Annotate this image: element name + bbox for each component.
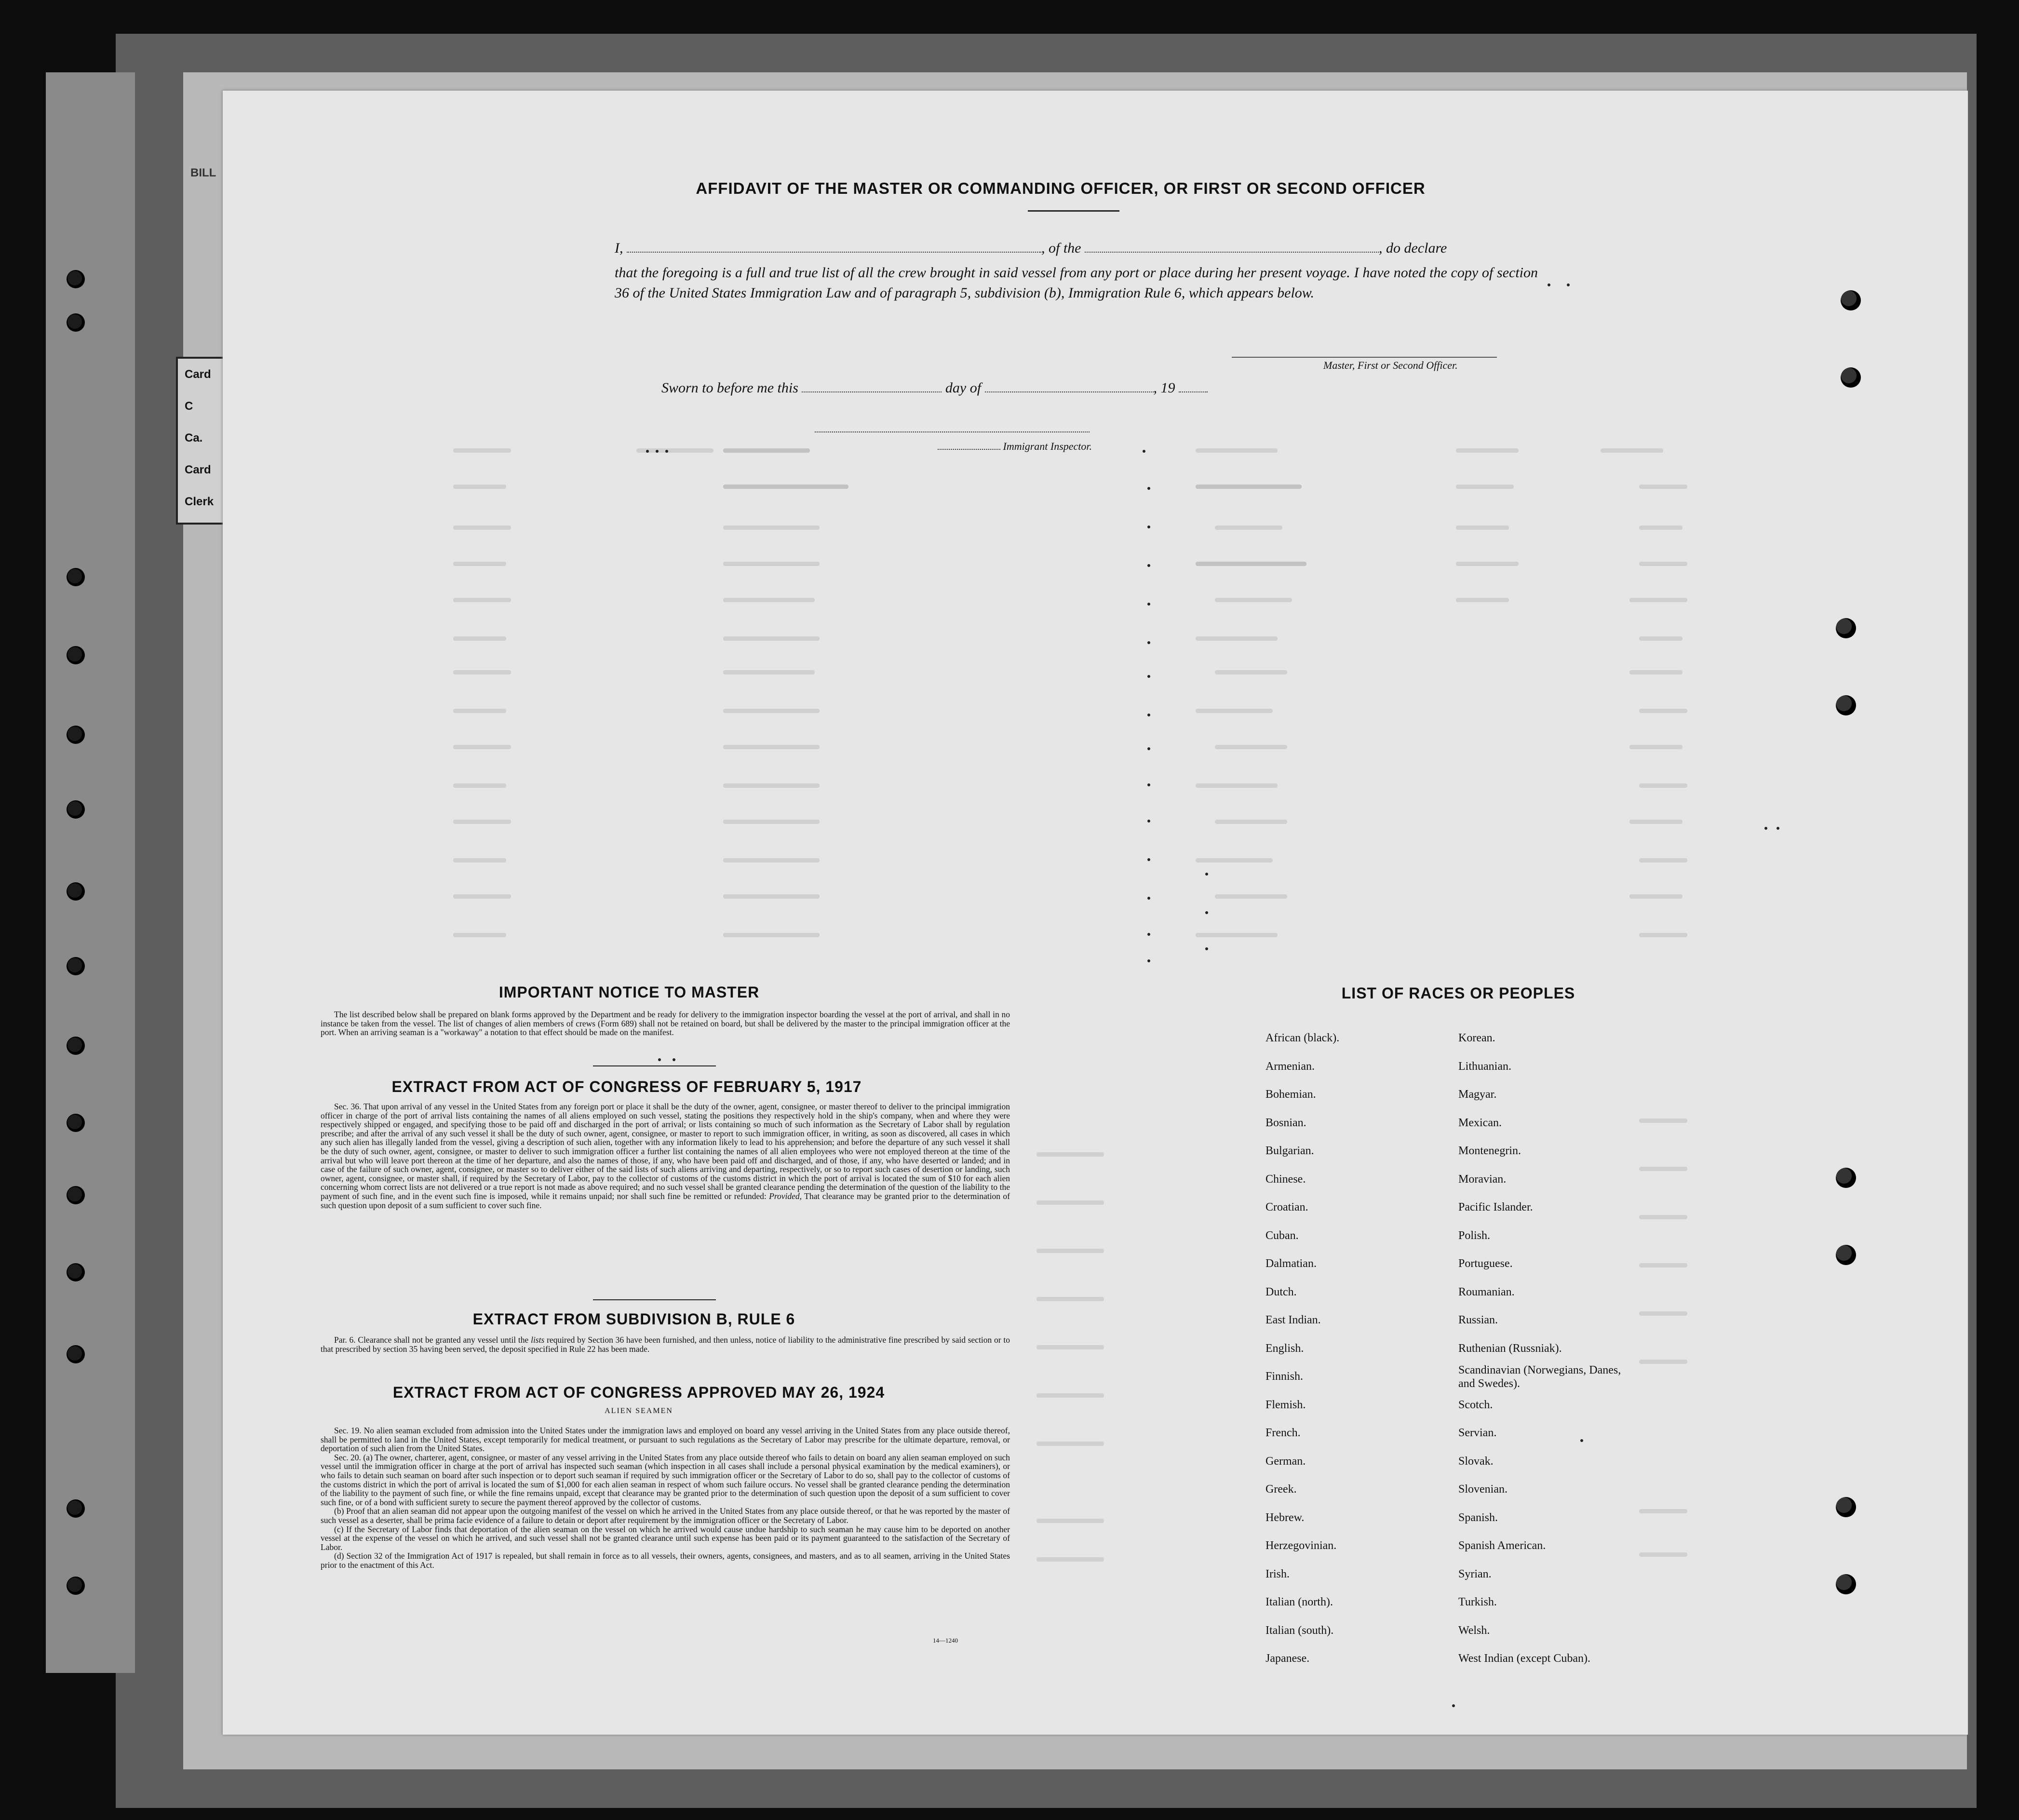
race-item: Polish. [1458,1229,1491,1242]
binder-hole-icon [67,646,85,664]
extract-1917-text [321,1102,1010,1210]
race-item: Dutch. [1265,1285,1297,1298]
binder-hole-icon [1836,1245,1856,1265]
race-item: Armenian. [1265,1060,1315,1073]
extract-rule6-title: EXTRACT FROM SUBDIVISION B, RULE 6 [472,1310,795,1328]
race-item: Slovenian. [1458,1483,1508,1496]
race-item: Korean. [1458,1032,1495,1044]
inspector-signature-line [815,431,1090,432]
race-item: Scandinavian (Norwegians, Danes, and Swedes). [1458,1364,1621,1390]
race-item: Pacific Islander. [1458,1201,1533,1213]
race-item: English. [1265,1342,1304,1355]
binder-hole-icon [67,1263,85,1281]
sworn-year-blank [1179,391,1208,392]
binder-hole-icon [1836,695,1856,715]
race-item: Cuban. [1265,1229,1299,1242]
race-item: West Indian (except Cuban). [1458,1652,1590,1665]
race-item: Servian. [1458,1427,1497,1439]
race-item: Irish. [1265,1567,1290,1580]
race-item: Welsh. [1458,1624,1490,1637]
section-divider [593,1065,716,1066]
sec19-label: Sec. 19. [334,1426,362,1435]
declaration-of-the: , of the [1041,240,1081,256]
race-item: Russian. [1458,1314,1498,1326]
races-title: LIST OF RACES OR PEOPLES [1341,984,1575,1002]
title-underline [1028,210,1119,212]
race-item: Moravian. [1458,1173,1507,1186]
race-item: Hebrew. [1265,1511,1305,1524]
binder-hole-icon [67,726,85,744]
sec20-d-text: (d) Section 32 of the Immigration Act of 1917 is repealed, but shall remain in force as to all vessels, their owners, agents, consignees, and masters, and as to all seamen, arriving in the United States prior to the enactment of this Act. [321,1551,1010,1570]
vessel-name-blank [1085,252,1379,253]
inspector-line [938,440,1092,453]
binder-hole-icon [1836,1168,1856,1188]
affidavit-declaration-line [615,240,1538,256]
sec20-a-text: (a) The owner, charterer, agent, consignee, or master of any vessel arriving in the United States from any place outside thereof who fails to detain on board any alien seaman employed on such vessel until the immigration officer in charge at the port of arrival has inspected such seaman (which inspection in all cases shall include a personal physical examination by the medical examiners), or who fails to detain such seaman on board after such inspection or to deport such seaman if required by such immigration officer or the Secretary of Labor to do so, shall pay to the collector of customs of the customs district in which the port of arrival is located the sum of $1,000 for each alien seaman in respect of whom such failure occurs. No vessel shall be granted clearance pending the determination of the liability to the payment of such fine, or while the fine remains unpaid, except that clearance may be granted prior to the determination of such question upon the deposit of a sum sufficient to cover such fine, or of a bond with sufficient surety to secure the payment thereof approved by the collector of customs. [321,1452,1010,1507]
card-box-line: Card [185,368,211,381]
rule6-lists-word: lists [531,1335,545,1345]
rule6-text-a: Clearance shall not be granted any vessel until the [358,1335,529,1345]
race-item: Lithuanian. [1458,1060,1511,1073]
extract-1924-subtitle: ALIEN SEAMEN [605,1407,673,1415]
race-item: French. [1265,1427,1301,1439]
sworn-day-of: day of [945,380,982,396]
sec19-text: No alien seaman excluded from admission into the United States under the immigration laws and employed on board any vessel arriving in the United States from any place outside thereof, shall be permitted to land in the United States, except temporarily for medical treatment, or pursuant to such regulations as the Secretary of Labor may prescribe for the ultimate departure, removal, or deportation of such alien from the United States. [321,1426,1010,1454]
inspector-lead-blank [938,449,1000,450]
binder-hole-icon [67,1114,85,1132]
section-divider [593,1299,716,1300]
signature-line [1232,357,1497,358]
binder-hole-icon [67,957,85,975]
race-item: Italian (north). [1265,1596,1333,1608]
race-item: East Indian. [1265,1314,1321,1326]
binder-hole-icon [67,1577,85,1595]
sworn-year: , 19 [1153,380,1175,396]
binder-hole-icon [1841,290,1861,310]
extract-1924-title: EXTRACT FROM ACT OF CONGRESS APPROVED MAY 26, 1924 [392,1384,885,1401]
race-item: Herzegovinian. [1265,1539,1337,1552]
card-box-line: C [185,400,193,413]
card-box-line: Ca. [185,431,203,445]
card-box-line: Clerk [185,495,214,508]
extract-1917-title: EXTRACT FROM ACT OF CONGRESS OF FEBRUARY 5, 1917 [391,1078,862,1095]
race-item: Montenegrin. [1458,1145,1521,1157]
race-item: Dalmatian. [1265,1257,1317,1270]
race-item: German. [1265,1455,1306,1468]
notice-title: IMPORTANT NOTICE TO MASTER [498,984,760,1001]
race-item: Slovak. [1458,1455,1494,1468]
binder-hole-icon [67,270,85,288]
notice-paragraph: The list described below shall be prepared on blank forms approved by the Department and be ready for delivery to the immigration inspector boarding the vessel at the port of arrival, and shall in no instance be taken from the vessel. The list of changes of alien members of crews (Form 689) shall not be retained on board, but shall be delivered by the master to the principal immigration officer at the port. When an arriving seaman is a "workaway" a notation to that effect should be made on the manifest. [321,1010,1010,1038]
race-item: Italian (south). [1265,1624,1334,1637]
race-item: Ruthenian (Russniak). [1458,1342,1562,1355]
race-item: Turkish. [1458,1596,1497,1608]
race-item: Portuguese. [1458,1257,1513,1270]
declaration-i: I, [615,240,623,256]
sworn-day-blank [802,391,942,392]
notice-text [321,1010,1010,1037]
master-name-blank [627,252,1041,253]
binder-hole-icon [67,313,85,332]
race-item: Syrian. [1458,1567,1492,1580]
race-item: Roumanian. [1458,1285,1515,1298]
race-item: Greek. [1265,1483,1297,1496]
section-label: Sec. 36. [334,1102,362,1111]
archive-card-box [176,357,228,525]
sworn-month-blank [985,391,1154,392]
binder-hole-icon [67,882,85,901]
archive-stub-label: BILL [190,166,216,179]
race-item: Spanish. [1458,1511,1498,1524]
binder-hole-icon [67,568,85,586]
race-item: Croatian. [1265,1201,1308,1213]
binder-hole-icon [1841,367,1861,388]
race-item: Finnish. [1265,1370,1304,1383]
sec20-b-text: (b) Proof that an alien seaman did not appear upon the outgoing manifest of the vessel on which he arrived in the United States from any place outside thereof, or that he was reported by the master of such vessel as a deserter, shall be prima facie evidence of a failure to detain or deport after requirement by the immigration officer or the Secretary of Labor. [321,1506,1010,1525]
paragraph-label: Par. 6. [334,1335,356,1345]
inspector-caption: Immigrant Inspector. [1003,440,1092,452]
binder-hole-icon [67,1037,85,1055]
race-item: Scotch. [1458,1398,1493,1411]
races-list-right [1458,1024,1632,1673]
race-item: Flemish. [1265,1398,1306,1411]
form-number: 14—1240 [933,1637,958,1644]
binder-hole-icon [67,1186,85,1204]
race-item: Chinese. [1265,1173,1306,1186]
races-list-left [1265,1024,1339,1673]
proviso-label: Provided, [769,1191,802,1201]
binder-edge [46,72,135,1673]
sworn-start: Sworn to before me this [661,380,798,396]
section-36-text: That upon arrival of any vessel in the United States from any foreign port or place it shall be the duty of the owner, agent, consignee, or master thereof to deliver to the principal immigration officer in charge of the port of arrival lists containing the names of all aliens employed on such vessel, stating the positions they respectively hold in the ship's company, when and where they were respectively shipped or engaged, and specifying those to be paid off and discharged in the port of arrival; or lists containing so much of such information as the Secretary of Labor shall by regulation prescribe; and after the arrival of any such vessel it shall be the duty of such owner, agent, consignee, or master to report to such immigration officer, in writing, as soon as discovered, all cases in which any such alien has illegally landed from the vessel, giving a description of such alien, together with any information likely to lead to his apprehension; and before the departure of any such vessel it shall be the duty of such owner, agent, consignee, or master to deliver to such immigration officer a further list containing the names of all alien employees who were not employed thereon at the time of the arrival but who will leave port thereon at the time of her departure, and also the names of those, if any, who have been paid off and discharged, and of those, if any, who have deserted or landed; and in case of the failure of such owner, agent, consignee, or master so to deliver either of the said lists of such aliens arriving and departing, respectively, or so to report such cases of desertion or landing, such owner, agent, consignee, or master shall, if required by the Secretary of Labor, pay to the collector of customs of the customs district in which the port of arrival is located the sum of $10 for each alien concerning whom correct lists are not delivered or a true report is not made as above required; and no such vessel shall be granted clearance pending the determination of the question of the liability to the payment of such fine, and in the event such fine is imposed, while it remains unpaid; nor shall such fine be remitted or refunded: [321,1102,1010,1201]
binder-hole-icon [1836,1574,1856,1594]
sworn-line [661,380,1208,396]
race-item: African (black). [1265,1032,1340,1044]
binder-hole-icon [1836,618,1856,638]
race-item: Mexican. [1458,1116,1502,1129]
binder-hole-icon [67,800,85,819]
binder-hole-icon [67,1345,85,1363]
sec20-label: Sec. 20. [334,1452,361,1462]
race-item: Bosnian. [1265,1116,1306,1129]
rule6-text-b: required by Section 36 have been furnished, and then unless, notice of liability to the administrative fine prescribed by said section or to that prescribed by section 35 having been served, the deposit specified in Rule 22 has been made. [321,1335,1010,1354]
extract-rule6-text [321,1335,1010,1353]
signature-caption: Master, First or Second Officer. [1323,359,1458,371]
race-item: Japanese. [1265,1652,1310,1665]
declaration-declare: , do declare [1379,240,1447,256]
affidavit-text: that the foregoing is a full and true list of all the crew brought in said vessel from any port or place during her present voyage. I have noted the copy of section 36 of the United States Immigration Law and of paragraph 5, subdivision (b), Immigration Rule 6, which appears below. [615,265,1538,301]
proviso-text: That clearance may be granted prior to the determination of such question upon deposit of a sum sufficient to cover such fine. [321,1191,1010,1210]
race-item: Magyar. [1458,1088,1497,1101]
race-item: Bohemian. [1265,1088,1316,1101]
affidavit-title: AFFIDAVIT OF THE MASTER OR COMMANDING OFFICER, OR FIRST OR SECOND OFFICER [696,179,1426,197]
extract-1924-text [321,1426,1010,1570]
card-box-line: Card [185,463,211,476]
sec20-c-text: (c) If the Secretary of Labor finds that deportation of the alien seaman on the vessel on which he arrived would cause undue hardship to such seaman he may cause him to be deported on another vessel at the expense of the vessel on which he arrived, and such vessel shall not be granted clearance until such expense has been paid or its payment guaranteed to the satisfaction of the Secretary of Labor. [321,1524,1010,1552]
race-item: Bulgarian. [1265,1145,1314,1157]
race-item: Spanish American. [1458,1539,1546,1552]
binder-hole-icon [67,1499,85,1518]
binder-hole-icon [1836,1497,1856,1517]
